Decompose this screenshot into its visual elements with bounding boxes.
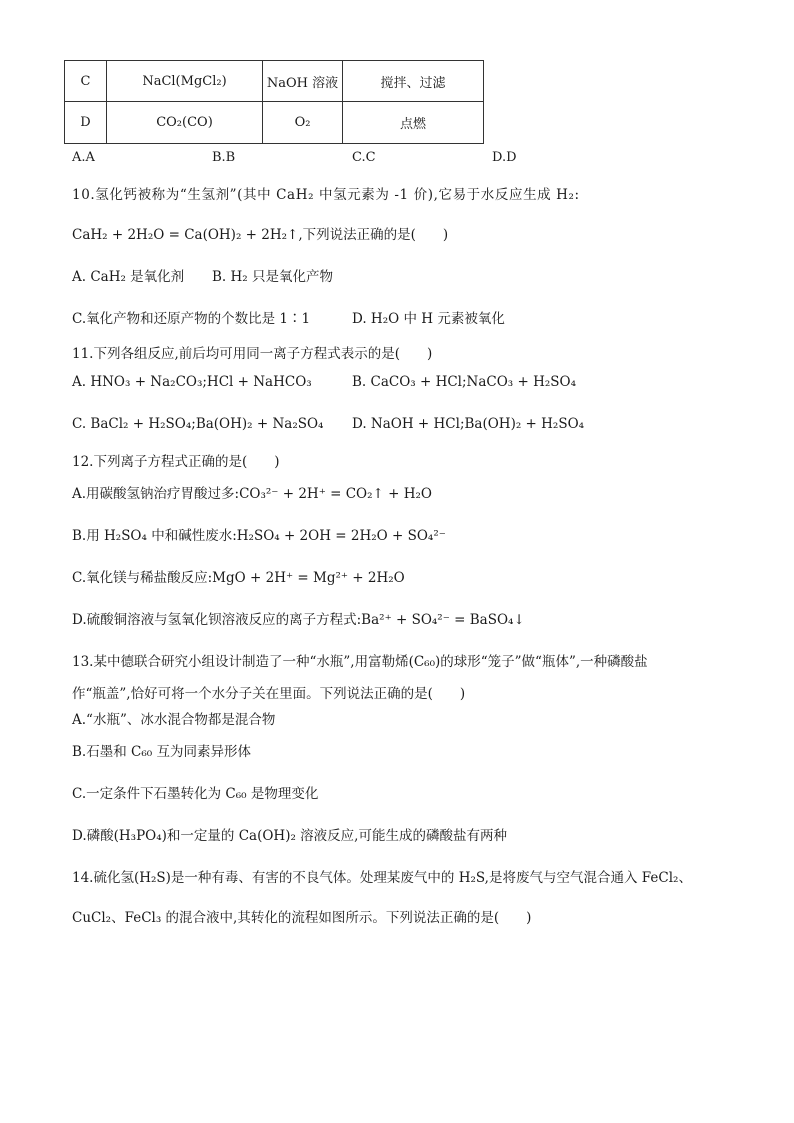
q10-option-b[interactable]: B. H₂ 只是氧化产物 (212, 269, 333, 285)
table-row (65, 61, 484, 102)
q10-option-d[interactable]: D. H₂O 中 H 元素被氧化 (352, 311, 505, 327)
q13-option-d[interactable]: D.磷酸(H₃PO₄)和一定量的 Ca(OH)₂ 溶液反应,可能生成的磷酸盐有两种 (72, 828, 507, 844)
options-table (64, 60, 484, 144)
table-cell: CO₂(CO) (107, 102, 263, 144)
q10-option-c[interactable]: C.氧化产物和还原产物的个数比是 1∶1 (72, 311, 311, 327)
q11-option-b[interactable]: B. CaCO₃ + HCl;NaCO₃ + H₂SO₄ (352, 374, 577, 390)
q12-option-a[interactable]: A.用碳酸氢钠治疗胃酸过多:CO₃²⁻ + 2H⁺ = CO₂↑ + H₂O (72, 486, 432, 502)
choice-d[interactable]: D.D (492, 150, 517, 165)
table-cell: NaOH 溶液 (263, 61, 343, 102)
choice-c[interactable]: C.C (352, 150, 376, 165)
q10-option-a[interactable]: A. CaH₂ 是氧化剂 (72, 269, 185, 285)
q13-option-c[interactable]: C.一定条件下石墨转化为 C₆₀ 是物理变化 (72, 786, 319, 802)
q11-option-c[interactable]: C. BaCl₂ + H₂SO₄;Ba(OH)₂ + Na₂SO₄ (72, 416, 324, 432)
q14-stem-2: CuCl₂、FeCl₃ 的混合液中,其转化的流程如图所示。下列说法正确的是( ) (72, 910, 532, 926)
table-cell: O₂ (263, 102, 343, 144)
q13-option-b[interactable]: B.石墨和 C₆₀ 互为同素异形体 (72, 744, 251, 760)
q10-stem-1: 10.氢化钙被称为“生氢剂”(其中 CaH₂ 中氢元素为 -1 价),它易于水反应生成 H₂: (72, 187, 580, 203)
q11-option-d[interactable]: D. NaOH + HCl;Ba(OH)₂ + H₂SO₄ (352, 416, 585, 432)
q10-stem-2: CaH₂ + 2H₂O = Ca(OH)₂ + 2H₂↑,下列说法正确的是( ) (72, 227, 449, 243)
q14-stem-1: 14.硫化氢(H₂S)是一种有毒、有害的不良气体。处理某废气中的 H₂S,是将废气与空气混合通入 FeCl₂、 (72, 870, 692, 886)
q13-stem-1: 13.某中德联合研究小组设计制造了一种“水瓶”,用富勒烯(C₆₀)的球形“笼子”做“瓶体”,一种磷酸盐 (72, 654, 648, 670)
q12-option-b[interactable]: B.用 H₂SO₄ 中和碱性废水:H₂SO₄ + 2OH = 2H₂O + SO₄²⁻ (72, 528, 446, 544)
table-cell: C (65, 61, 107, 102)
table-cell: 点燃 (343, 102, 484, 144)
table-row (65, 102, 484, 144)
q13-option-a[interactable]: A.“水瓶”、冰水混合物都是混合物 (72, 712, 276, 728)
table-cell: NaCl(MgCl₂) (107, 61, 263, 102)
q12-option-c[interactable]: C.氧化镁与稀盐酸反应:MgO + 2H⁺ = Mg²⁺ + 2H₂O (72, 570, 405, 586)
table-cell: D (65, 102, 107, 144)
table-cell: 搅拌、过滤 (343, 61, 484, 102)
q12-stem: 12.下列离子方程式正确的是( ) (72, 454, 280, 470)
q12-option-d[interactable]: D.硫酸铜溶液与氢氧化钡溶液反应的离子方程式:Ba²⁺ + SO₄²⁻ = BaSO₄↓ (72, 612, 525, 628)
choice-b[interactable]: B.B (212, 150, 236, 165)
q11-stem: 11.下列各组反应,前后均可用同一离子方程式表示的是( ) (72, 346, 433, 362)
q11-option-a[interactable]: A. HNO₃ + Na₂CO₃;HCl + NaHCO₃ (72, 374, 312, 390)
q13-stem-2: 作“瓶盖”,恰好可将一个水分子关在里面。下列说法正确的是( ) (72, 686, 466, 702)
choice-a[interactable]: A.A (72, 150, 95, 165)
